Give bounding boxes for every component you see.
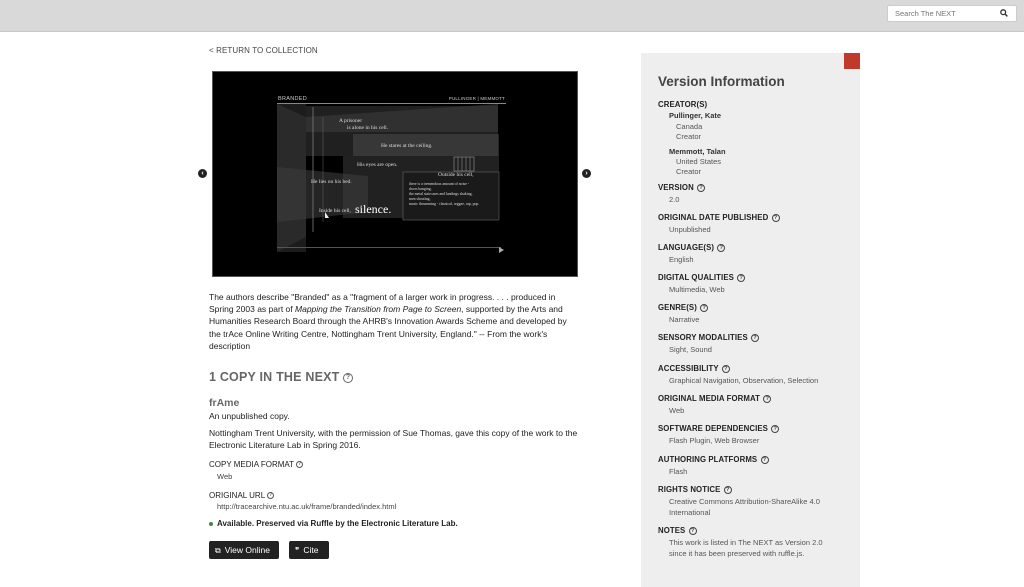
notes-value: This work is listed in The NEXT as Version 2.0 — [669, 538, 823, 547]
help-icon[interactable]: ? — [697, 184, 705, 192]
return-to-collection-link[interactable]: < RETURN TO COLLECTION — [209, 46, 318, 55]
genre-label — [658, 303, 708, 312]
description-text: The authors describe "Branded" as a "fragment of a larger work in progress. . . . produced in Spring 2003 as part of — [209, 292, 556, 315]
creator-role: Creator — [676, 132, 702, 141]
quote-icon: ❞ — [295, 546, 300, 555]
poem-line: He stares at the ceiling. — [381, 143, 433, 149]
language-value[interactable]: English — [669, 255, 694, 264]
accessibility-value[interactable]: Graphical Navigation, Observation, Selection — [669, 376, 819, 385]
version-label-text: VERSION — [658, 183, 694, 192]
help-icon[interactable]: ? — [343, 373, 353, 383]
software-dependencies-label-text: SOFTWARE DEPENDENCIES — [658, 424, 768, 433]
help-icon[interactable]: ? — [724, 486, 732, 494]
digital-qualities-label-text: DIGITAL QUALITIES — [658, 273, 734, 282]
viewer-header-authors: PULLINGER | MEMMOTT — [448, 96, 505, 101]
creator-name[interactable]: Pullinger, Kate — [669, 111, 722, 120]
poem-line: men shouting, — [409, 197, 431, 201]
corner-accent — [844, 53, 860, 69]
available-status-dot-icon — [209, 522, 213, 526]
sensory-modalities-label-text: SENSORY MODALITIES — [658, 333, 748, 342]
version-info-title: Version Information — [658, 74, 785, 89]
help-icon[interactable]: ? — [761, 456, 769, 464]
copies-heading — [209, 370, 353, 384]
help-icon[interactable]: ? — [771, 425, 779, 433]
copy-media-format-label-text: COPY MEDIA FORMAT — [209, 460, 294, 469]
cite-label: Cite — [303, 545, 319, 555]
help-icon[interactable]: ? — [722, 365, 730, 373]
version-label — [658, 183, 705, 192]
poem-line: the metal staircases and landings shaking, — [409, 192, 473, 196]
sensory-modalities-value[interactable]: Sight, Sound — [669, 345, 712, 354]
previous-image-arrow-icon[interactable]: ‹ — [198, 169, 207, 178]
language-label-text: LANGUAGE(S) — [658, 243, 715, 252]
poem-line: A prisoner — [339, 118, 363, 124]
authoring-platforms-label — [658, 455, 769, 464]
language-label — [658, 243, 725, 252]
search-box[interactable] — [887, 5, 1017, 22]
availability-text: Available. Preserved via Ruffle by the Electronic Literature Lab. — [217, 519, 458, 528]
rights-notice-value-cont: International — [669, 508, 711, 517]
help-icon[interactable]: ? — [751, 334, 759, 342]
genre-label-text: GENRE(S) — [658, 303, 697, 312]
original-url-label — [209, 491, 274, 500]
software-dependencies-value[interactable]: Flash Plugin, Web Browser — [669, 436, 760, 445]
copies-heading-text: 1 COPY IN THE NEXT — [209, 370, 340, 384]
play-icon[interactable] — [499, 247, 504, 253]
help-icon[interactable]: ? — [700, 304, 708, 312]
view-online-label: View Online — [224, 545, 270, 555]
creator-name[interactable]: Memmott, Talan — [669, 147, 726, 156]
help-icon[interactable]: ? — [298, 461, 302, 468]
date-published-label-text: ORIGINAL DATE PUBLISHED — [658, 213, 769, 222]
digital-qualities-value[interactable]: Multimedia, Web — [669, 285, 725, 294]
cite-button[interactable] — [289, 541, 329, 559]
original-url-value[interactable]: http://tracearchive.ntu.ac.uk/frame/branded/index.html — [217, 502, 397, 511]
original-url-label-text: ORIGINAL URL — [209, 491, 265, 500]
external-link-icon: ⧉ — [215, 546, 221, 555]
next-image-arrow-icon[interactable]: › — [582, 169, 591, 178]
date-published-label — [658, 213, 780, 222]
help-icon[interactable]: ? — [737, 274, 745, 282]
poem-line-silence: silence. — [355, 202, 392, 216]
authoring-platforms-label-text: AUTHORING PLATFORMS — [658, 455, 758, 464]
creator-country: United States — [676, 157, 722, 166]
top-bar — [0, 0, 1024, 32]
date-published-value: Unpublished — [669, 225, 711, 234]
rights-notice-value: Creative Commons Attribution-ShareAlike 4.0 — [669, 497, 820, 506]
help-icon[interactable]: ? — [689, 527, 697, 535]
poem-line: His eyes are open. — [357, 162, 398, 168]
version-value: 2.0 — [669, 195, 680, 204]
accessibility-label-text: ACCESSIBILITY — [658, 364, 719, 373]
poem-line: music thrumming - classical, reggae, rap, pop. — [409, 202, 480, 206]
copy-description: Nottingham Trent University, with the permission of Sue Thomas, gave this copy of the work to the Electronic Literature Lab in Spring 2016. — [209, 428, 578, 451]
rights-notice-label — [658, 485, 732, 494]
notes-label-text: NOTES — [658, 526, 686, 535]
rights-notice-label-text: RIGHTS NOTICE — [658, 485, 721, 494]
availability-status — [209, 519, 458, 528]
help-icon[interactable]: ? — [717, 244, 725, 252]
view-online-button[interactable] — [209, 541, 279, 559]
description-italic: Mapping the Transition from Page to Screen — [295, 304, 462, 315]
sensory-modalities-label — [658, 333, 759, 342]
copy-media-format-value: Web — [217, 472, 233, 481]
help-icon[interactable]: ? — [772, 214, 780, 222]
original-media-format-value[interactable]: Web — [669, 406, 685, 415]
accessibility-label — [658, 364, 730, 373]
help-icon[interactable]: ? — [269, 492, 273, 499]
creator-country: Canada — [676, 122, 703, 131]
viewer-header-title: BRANDED — [278, 96, 307, 102]
software-dependencies-label — [658, 424, 779, 433]
search-icon[interactable] — [1000, 9, 1008, 17]
poem-line: there is a tremendous amount of noise - — [409, 182, 469, 186]
original-media-format-label-text: ORIGINAL MEDIA FORMAT — [658, 394, 761, 403]
copy-subtitle: An unpublished copy. — [209, 411, 290, 421]
viewer-header-rule — [277, 103, 506, 104]
work-screenshot — [212, 71, 578, 277]
playback-progress-bar[interactable] — [277, 247, 501, 248]
creators-label — [658, 100, 707, 109]
copy-media-format-label — [209, 460, 303, 469]
original-media-format-label — [658, 394, 771, 403]
genre-value[interactable]: Narrative — [669, 315, 700, 324]
work-description — [209, 291, 569, 352]
description-text-end: , supported by the Arts and Humanities Research Board through the AHRB's Innovation Awards Scheme and developed by the trAce Online Writing Centre, Nottingham Trent University, England." -- From the work's description — [209, 304, 567, 351]
authoring-platforms-value[interactable]: Flash — [669, 467, 688, 476]
search-input[interactable] — [888, 6, 996, 21]
notes-label — [658, 526, 697, 535]
poem-line: is alone in his cell. — [347, 125, 389, 131]
poem-line: Inside his cell, — [319, 208, 351, 214]
digital-qualities-label — [658, 273, 745, 282]
creator-role: Creator — [676, 167, 702, 176]
poem-line: Outside his cell, — [438, 172, 474, 178]
creators-label-text: CREATOR(S) — [658, 100, 708, 109]
help-icon[interactable]: ? — [763, 395, 771, 403]
poem-line: doors banging, — [409, 187, 432, 191]
copy-name: frAme — [209, 397, 240, 409]
poem-line: He lies on his bed. — [311, 179, 352, 185]
notes-value-cont: since it has been preserved with ruffle.js. — [669, 549, 805, 558]
